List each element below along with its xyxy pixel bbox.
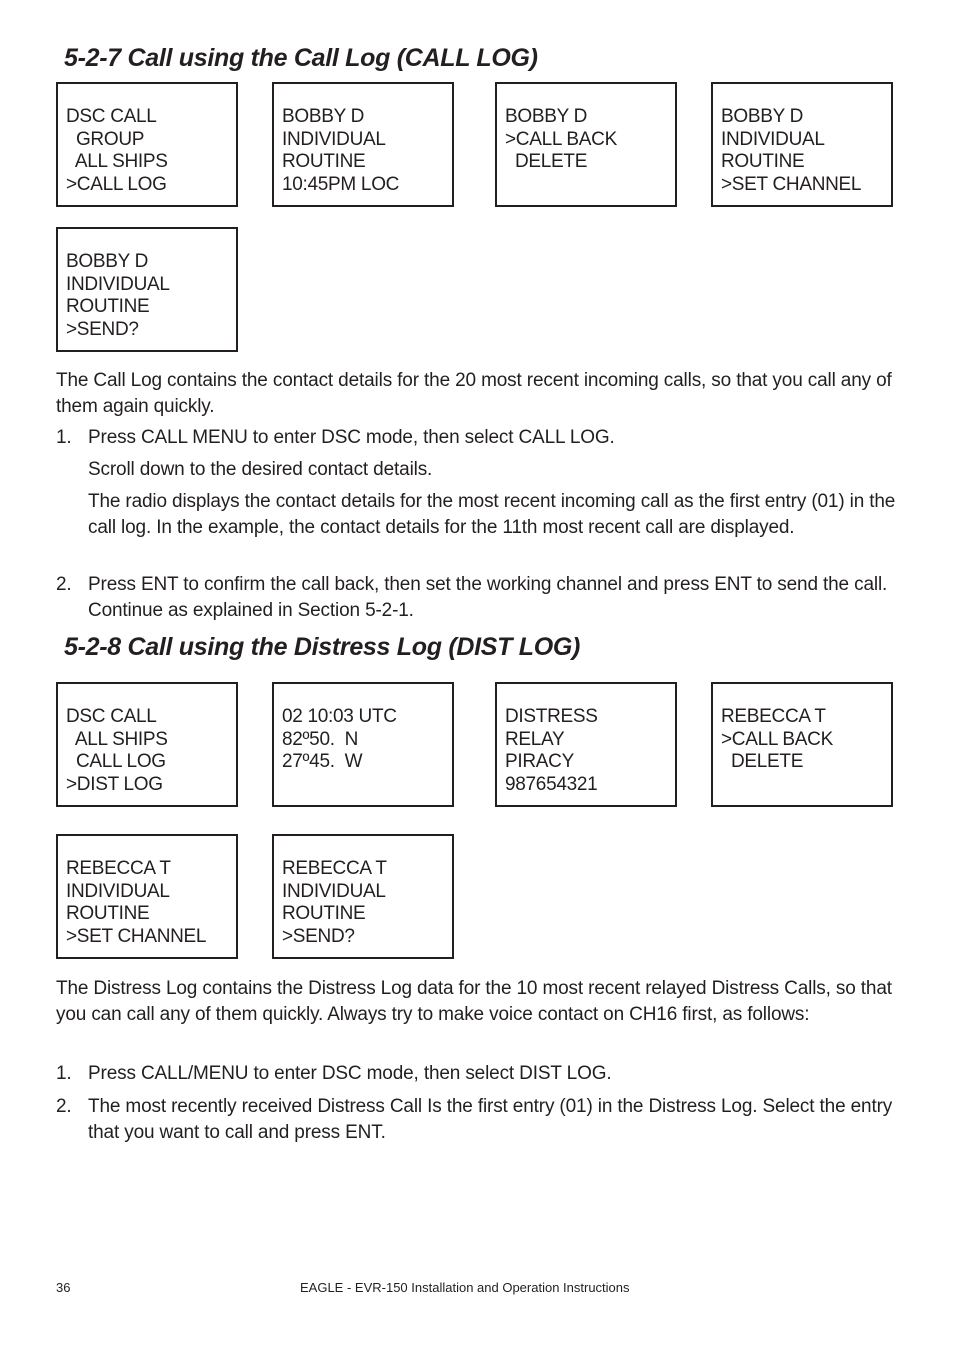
- lcd-line: BOBBY D: [505, 106, 588, 127]
- lcd-screen: [56, 834, 238, 959]
- lcd-line: REBECCA T: [66, 858, 171, 879]
- step-text: Press CALL MENU to enter DSC mode, then select CALL LOG.: [88, 427, 615, 448]
- list-item: [56, 572, 896, 623]
- lcd-line: 02 10:03 UTC: [282, 706, 397, 727]
- lcd-screen: [56, 82, 238, 207]
- lcd-line: INDIVIDUAL: [721, 128, 825, 150]
- lcd-line: ROUTINE: [282, 151, 366, 173]
- lcd-line: >SET CHANNEL: [66, 926, 207, 948]
- lcd-line: DELETE: [721, 751, 804, 773]
- step-number: 1.: [56, 427, 72, 448]
- lcd-line: BOBBY D: [282, 106, 365, 127]
- lcd-line: 82º50. N: [282, 728, 359, 750]
- lcd-line: DISTRESS: [505, 706, 598, 727]
- lcd-line: INDIVIDUAL: [282, 128, 386, 150]
- lcd-line: ROUTINE: [66, 903, 150, 925]
- lcd-line: RELAY: [505, 728, 565, 750]
- lcd-line: 10:45PM LOC: [282, 174, 400, 196]
- step-note: The radio displays the contact details for the most recent incoming call as the first entry (01) in the call log. In the example, the contact details for the 11th most recent call are displayed.: [88, 491, 896, 538]
- lcd-line: 27º45. W: [282, 751, 363, 773]
- step-number: 2.: [56, 1096, 72, 1117]
- lcd-line: ROUTINE: [282, 903, 366, 925]
- lcd-screen: [711, 82, 893, 207]
- list-item: [56, 1094, 896, 1145]
- step-number: 2.: [56, 574, 72, 595]
- lcd-line: ROUTINE: [66, 296, 150, 318]
- lcd-line: ALL SHIPS: [66, 151, 168, 173]
- lcd-screen: [495, 82, 677, 207]
- lcd-screen: [272, 834, 454, 959]
- page-number: 36: [56, 1280, 71, 1295]
- section-heading-dist-log: 5-2-8 Call using the Distress Log (DIST LOG): [64, 633, 581, 661]
- lcd-line: >CALL LOG: [66, 174, 167, 196]
- lcd-screen: [495, 682, 677, 807]
- step-note: Scroll down to the desired contact details.: [88, 459, 433, 480]
- lcd-screen: [272, 82, 454, 207]
- lcd-screen: [711, 682, 893, 807]
- lcd-line: REBECCA T: [282, 858, 387, 879]
- section-heading-call-log: 5-2-7 Call using the Call Log (CALL LOG): [64, 44, 538, 72]
- lcd-line: INDIVIDUAL: [66, 273, 170, 295]
- lcd-line: CALL LOG: [66, 751, 166, 773]
- footer-doc-title: EAGLE - EVR-150 Installation and Operation Instructions: [300, 1280, 630, 1295]
- lcd-line: PIRACY: [505, 751, 574, 773]
- lcd-line: INDIVIDUAL: [282, 880, 386, 902]
- lcd-line: >SET CHANNEL: [721, 174, 862, 196]
- lcd-line: >CALL BACK: [505, 128, 617, 150]
- lcd-line: BOBBY D: [721, 106, 804, 127]
- lcd-line: INDIVIDUAL: [66, 880, 170, 902]
- step-text: Press ENT to confirm the call back, then set the working channel and press ENT to send the call. Continue as explained in Section 5-2-1.: [88, 574, 888, 621]
- lcd-screen: [272, 682, 454, 807]
- call-log-intro: The Call Log contains the contact details for the 20 most recent incoming calls, so that you call any of them again quickly.: [56, 370, 892, 417]
- lcd-line: ROUTINE: [721, 151, 805, 173]
- list-item: [56, 425, 896, 451]
- lcd-line: 987654321: [505, 774, 598, 796]
- dist-log-intro: The Distress Log contains the Distress Log data for the 10 most recent relayed Distress Calls, so that you can call any of them quickly. Always try to make voice contact on CH16 first, as follows:: [56, 978, 892, 1025]
- step-text: The most recently received Distress Call Is the first entry (01) in the Distress Log. Select the entry that you want to call and press ENT.: [88, 1096, 893, 1143]
- lcd-line: DELETE: [505, 151, 588, 173]
- lcd-line: DSC CALL: [66, 706, 157, 727]
- lcd-line: >SEND?: [66, 319, 139, 341]
- lcd-line: DSC CALL: [66, 106, 157, 127]
- lcd-line: REBECCA T: [721, 706, 826, 727]
- lcd-screen: [56, 682, 238, 807]
- lcd-screen: [56, 227, 238, 352]
- step-text: Press CALL/MENU to enter DSC mode, then select DIST LOG.: [88, 1063, 612, 1084]
- step-number: 1.: [56, 1063, 72, 1084]
- lcd-line: >DIST LOG: [66, 774, 163, 796]
- lcd-line: BOBBY D: [66, 251, 149, 272]
- list-item: [56, 1061, 896, 1087]
- lcd-line: >SEND?: [282, 926, 355, 948]
- lcd-line: GROUP: [66, 128, 145, 150]
- lcd-line: >CALL BACK: [721, 728, 833, 750]
- lcd-line: ALL SHIPS: [66, 728, 168, 750]
